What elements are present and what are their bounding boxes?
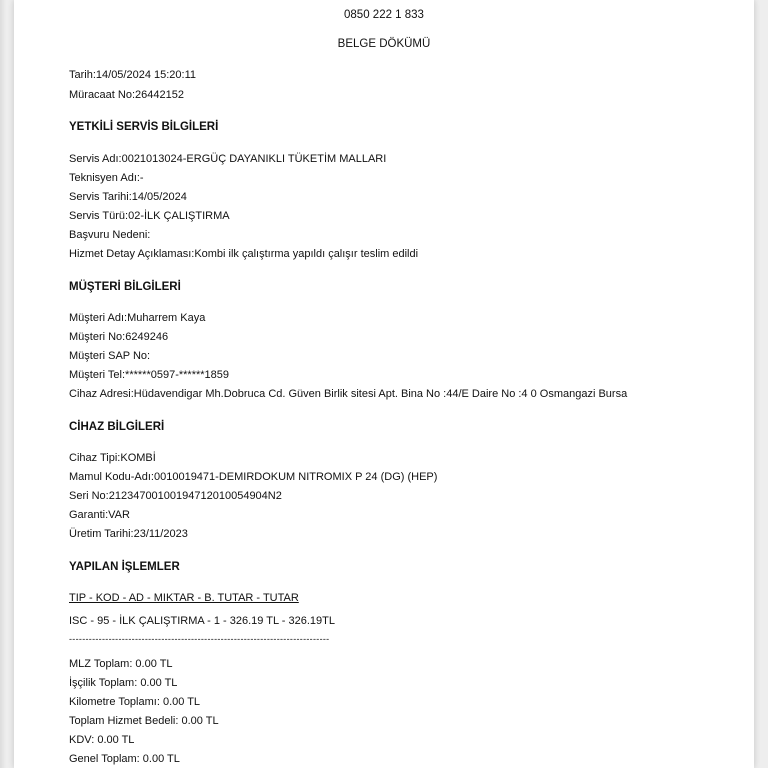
- labor-total: İşçilik Toplam: 0.00 TL: [69, 677, 178, 689]
- service-section-heading: YETKİLİ SERVİS BİLGİLERİ: [69, 121, 219, 133]
- service-date: Servis Tarihi:14/05/2024: [69, 191, 187, 203]
- grand-total: Genel Toplam: 0.00 TL: [69, 753, 180, 765]
- production-date: Üretim Tarihi:23/11/2023: [69, 528, 188, 540]
- customer-name: Müşteri Adı:Muharrem Kaya: [69, 312, 206, 324]
- vat-total: KDV: 0.00 TL: [69, 734, 135, 746]
- product-code-name: Mamul Kodu-Adı:0010019471-DEMIRDOKUM NITROMIX P 24 (DG) (HEP): [69, 471, 438, 483]
- technician-name: Teknisyen Adı:-: [69, 172, 144, 184]
- customer-sap-number: Müşteri SAP No:: [69, 350, 151, 362]
- warranty-status: Garanti:VAR: [69, 509, 130, 521]
- service-fee-total: Toplam Hizmet Bedeli: 0.00 TL: [69, 715, 219, 727]
- operations-column-header: TIP - KOD - AD - MIKTAR - B. TUTAR - TUTAR: [69, 592, 299, 604]
- operations-divider: -------------------------------------------------------------------------------: [69, 634, 330, 644]
- kilometer-total: Kilometre Toplamı: 0.00 TL: [69, 696, 201, 708]
- service-detail-description: Hizmet Detay Açıklaması:Kombi ilk çalıştırma yapıldı çalışır teslim edildi: [69, 248, 419, 260]
- application-number: Müracaat No:26442152: [69, 89, 184, 101]
- customer-phone: Müşteri Tel:******0597-******1859: [69, 369, 230, 381]
- document-title: BELGE DÖKÜMÜ: [337, 38, 431, 50]
- service-name: Servis Adı:0021013024-ERGÜÇ DAYANIKLI TÜKETİM MALLARI: [69, 153, 387, 165]
- material-total: MLZ Toplam: 0.00 TL: [69, 658, 173, 670]
- application-reason: Başvuru Nedeni:: [69, 229, 151, 241]
- customer-number: Müşteri No:6249246: [69, 331, 169, 343]
- company-phone: 0850 222 1 833: [344, 9, 424, 21]
- operations-section-heading: YAPILAN İŞLEMLER: [69, 561, 180, 573]
- operations-row: ISC - 95 - İLK ÇALIŞTIRMA - 1 - 326.19 TL - 326.19TL: [69, 615, 335, 627]
- document-date: Tarih:14/05/2024 15:20:11: [69, 69, 197, 81]
- document-page: [14, 0, 754, 768]
- device-type: Cihaz Tipi:KOMBİ: [69, 452, 156, 464]
- device-address: Cihaz Adresi:Hüdavendigar Mh.Dobruca Cd. Güven Birlik sitesi Apt. Bina No :44/E Daire No :4 0 Osmangazi Bursa: [69, 388, 628, 400]
- customer-section-heading: MÜŞTERİ BİLGİLERİ: [69, 281, 181, 293]
- service-type: Servis Türü:02-İLK ÇALIŞTIRMA: [69, 210, 230, 222]
- device-section-heading: CİHAZ BİLGİLERİ: [69, 421, 165, 433]
- serial-number: Seri No:21234700100194712010054904N2: [69, 490, 282, 502]
